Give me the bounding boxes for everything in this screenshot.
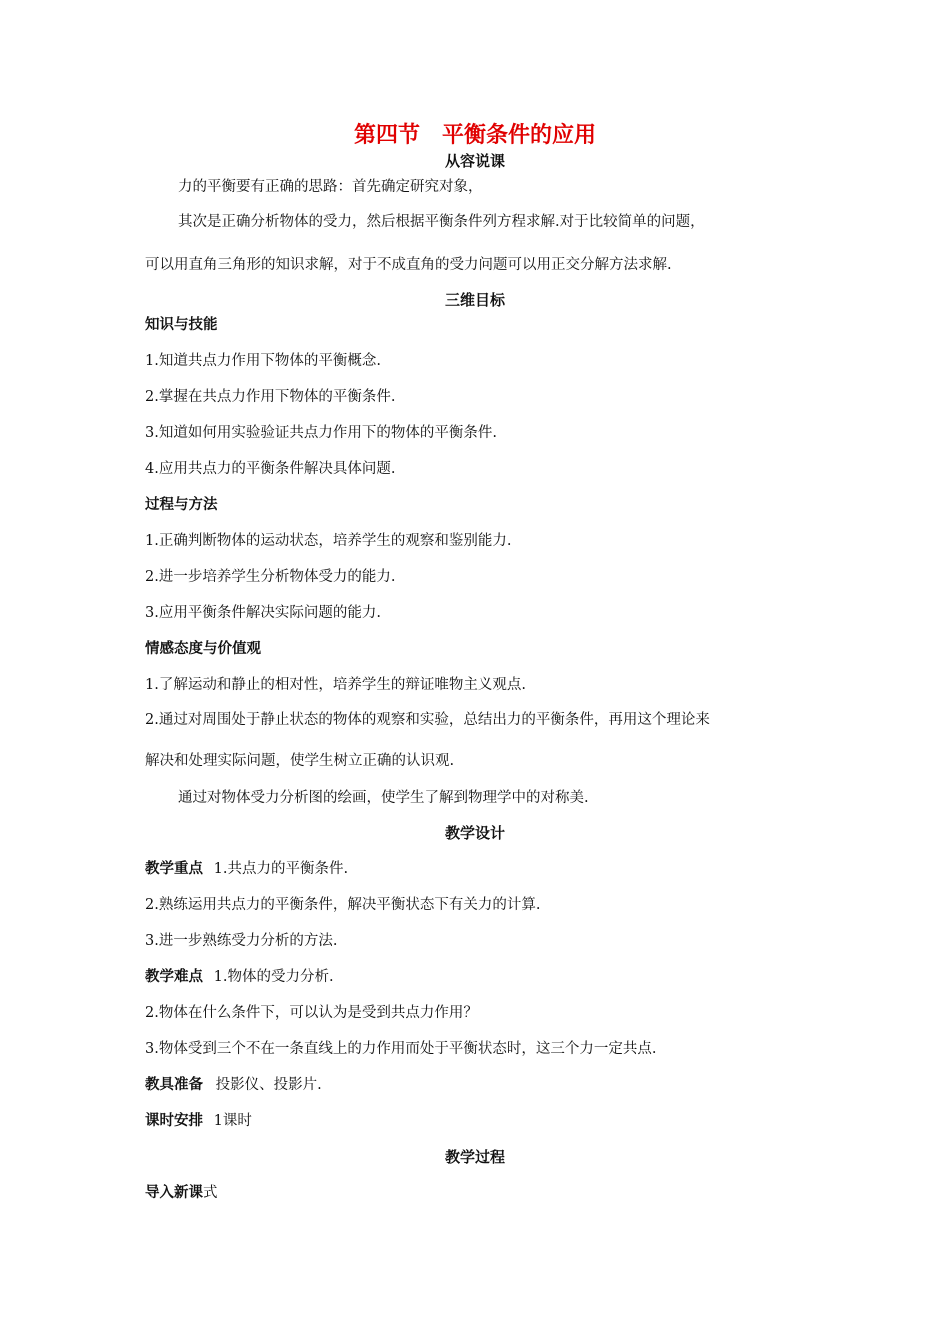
list-item: 2.通过对周围处于静止状态的物体的观察和实验，总结出力的平衡条件，再用这个理论来 bbox=[145, 712, 710, 728]
difficulties-first: 1.物体的受力分析. bbox=[213, 969, 334, 985]
difficulties-row bbox=[145, 967, 334, 987]
list-item: 解决和处理实际问题，使学生树立正确的认识观. bbox=[145, 753, 455, 769]
intro-new-lesson-row bbox=[145, 1183, 218, 1203]
intro-paragraph-2b: 可以用直角三角形的知识求解，对于不成直角的受力问题可以用正交分解方法求解. bbox=[145, 257, 672, 273]
intro-paragraph-1: 力的平衡要有正确的思路：首先确定研究对象， bbox=[178, 179, 483, 195]
knowledge-heading: 知识与技能 bbox=[145, 317, 218, 333]
intro-heading: 从容说课 bbox=[444, 152, 505, 170]
tools-label: 教具准备 bbox=[145, 1077, 203, 1093]
intro-paragraph-2a: 其次是正确分析物体的受力，然后根据平衡条件列方程求解.对于比较简单的问题， bbox=[178, 214, 705, 230]
list-item: 3.进一步熟练受力分析的方法. bbox=[145, 933, 338, 949]
schedule-label: 课时安排 bbox=[145, 1113, 203, 1129]
list-item: 3.物体受到三个不在一条直线上的力作用而处于平衡状态时，这三个力一定共点. bbox=[145, 1041, 657, 1057]
emotion-heading: 情感态度与价值观 bbox=[145, 641, 261, 657]
list-item: 1.了解运动和静止的相对性，培养学生的辩证唯物主义观点. bbox=[145, 677, 526, 693]
list-item: 2.掌握在共点力作用下物体的平衡条件. bbox=[145, 389, 396, 405]
list-item: 2.进一步培养学生分析物体受力的能力. bbox=[145, 569, 396, 585]
goals-heading: 三维目标 bbox=[444, 291, 505, 309]
schedule-value: 1课时 bbox=[213, 1113, 252, 1129]
tools-row bbox=[145, 1075, 322, 1095]
list-item: 通过对物体受力分析图的绘画，使学生了解到物理学中的对称美. bbox=[178, 790, 589, 806]
process-section-heading: 教学过程 bbox=[444, 1148, 505, 1166]
schedule-row bbox=[145, 1111, 252, 1131]
process-heading: 过程与方法 bbox=[145, 497, 218, 513]
key-points-row bbox=[145, 859, 348, 879]
intro-new-lesson-tail: 式 bbox=[203, 1185, 218, 1201]
list-item: 2.熟练运用共点力的平衡条件，解决平衡状态下有关力的计算. bbox=[145, 897, 541, 913]
list-item: 4.应用共点力的平衡条件解决具体问题. bbox=[145, 461, 396, 477]
difficulties-label: 教学难点 bbox=[145, 969, 203, 985]
intro-new-lesson-label: 导入新课 bbox=[145, 1185, 203, 1201]
list-item: 3.知道如何用实验验证共点力作用下的物体的平衡条件. bbox=[145, 425, 497, 441]
list-item: 1.知道共点力作用下物体的平衡概念. bbox=[145, 353, 381, 369]
design-heading: 教学设计 bbox=[444, 824, 505, 842]
list-item: 3.应用平衡条件解决实际问题的能力. bbox=[145, 605, 381, 621]
key-points-label: 教学重点 bbox=[145, 861, 203, 877]
list-item: 2.物体在什么条件下，可以认为是受到共点力作用？ bbox=[145, 1005, 478, 1021]
page-title: 第四节 平衡条件的应用 bbox=[353, 123, 596, 148]
key-points-first: 1.共点力的平衡条件. bbox=[213, 861, 349, 877]
tools-value: 投影仪、投影片. bbox=[215, 1077, 322, 1093]
list-item: 1.正确判断物体的运动状态，培养学生的观察和鉴别能力. bbox=[145, 533, 512, 549]
